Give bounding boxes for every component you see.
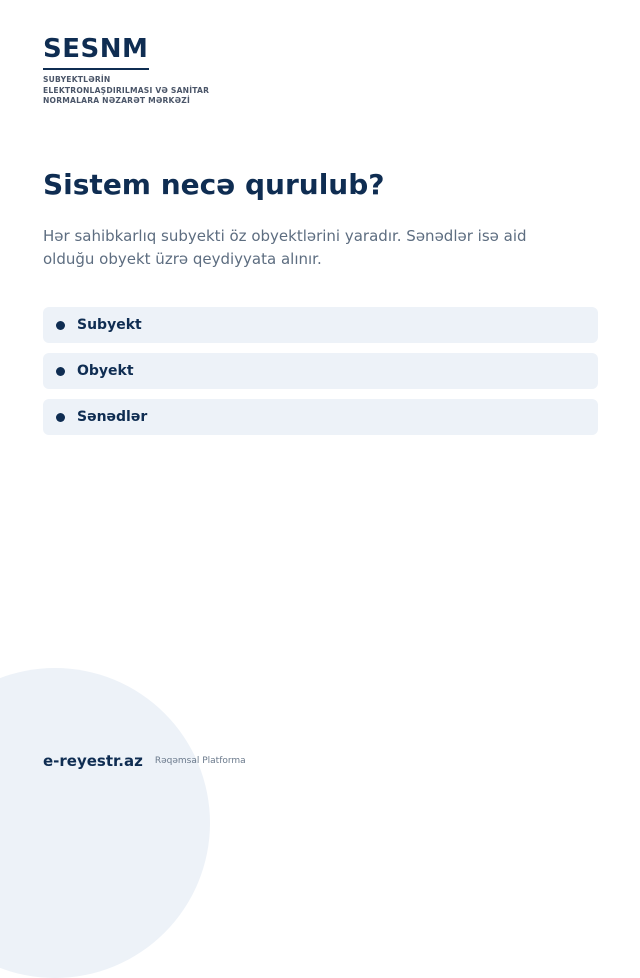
organization-name [43, 75, 209, 107]
org-name-line-1: SUBYEKTLƏRİN [43, 75, 111, 84]
header [43, 32, 209, 107]
list-item-subyekt [43, 307, 598, 343]
bullet-icon [56, 321, 65, 330]
org-name-line-2: ELEKTRONLAŞDIRILMASI VƏ SANİTAR [43, 85, 210, 95]
bullet-icon [56, 367, 65, 376]
decorative-circle [0, 668, 210, 978]
page-description: Hər sahibkarlıq subyekti öz obyektlərini yaradır. Sənədlər isə aid olduğu obyekt üzrə qeydiyyata alınır. [43, 227, 527, 268]
footer [43, 752, 246, 770]
footer-brand: e-reyestr.az [43, 752, 143, 770]
list-item-senedler [43, 399, 598, 435]
main-content [43, 166, 598, 445]
page-title: Sistem necə qurulub? [43, 168, 385, 201]
list-item-obyekt [43, 353, 598, 389]
logo: SESNM [43, 32, 149, 70]
org-name-line-3: NORMALARA NƏZARƏT MƏRKƏZİ [43, 96, 190, 105]
bullet-icon [56, 413, 65, 422]
list-item-label: Sənədlər [77, 409, 148, 425]
footer-tagline: Rəqəmsal Platforma [154, 756, 246, 766]
list-item-label: Obyekt [77, 363, 134, 379]
list-item-label: Subyekt [77, 317, 142, 333]
structure-list [43, 307, 598, 435]
